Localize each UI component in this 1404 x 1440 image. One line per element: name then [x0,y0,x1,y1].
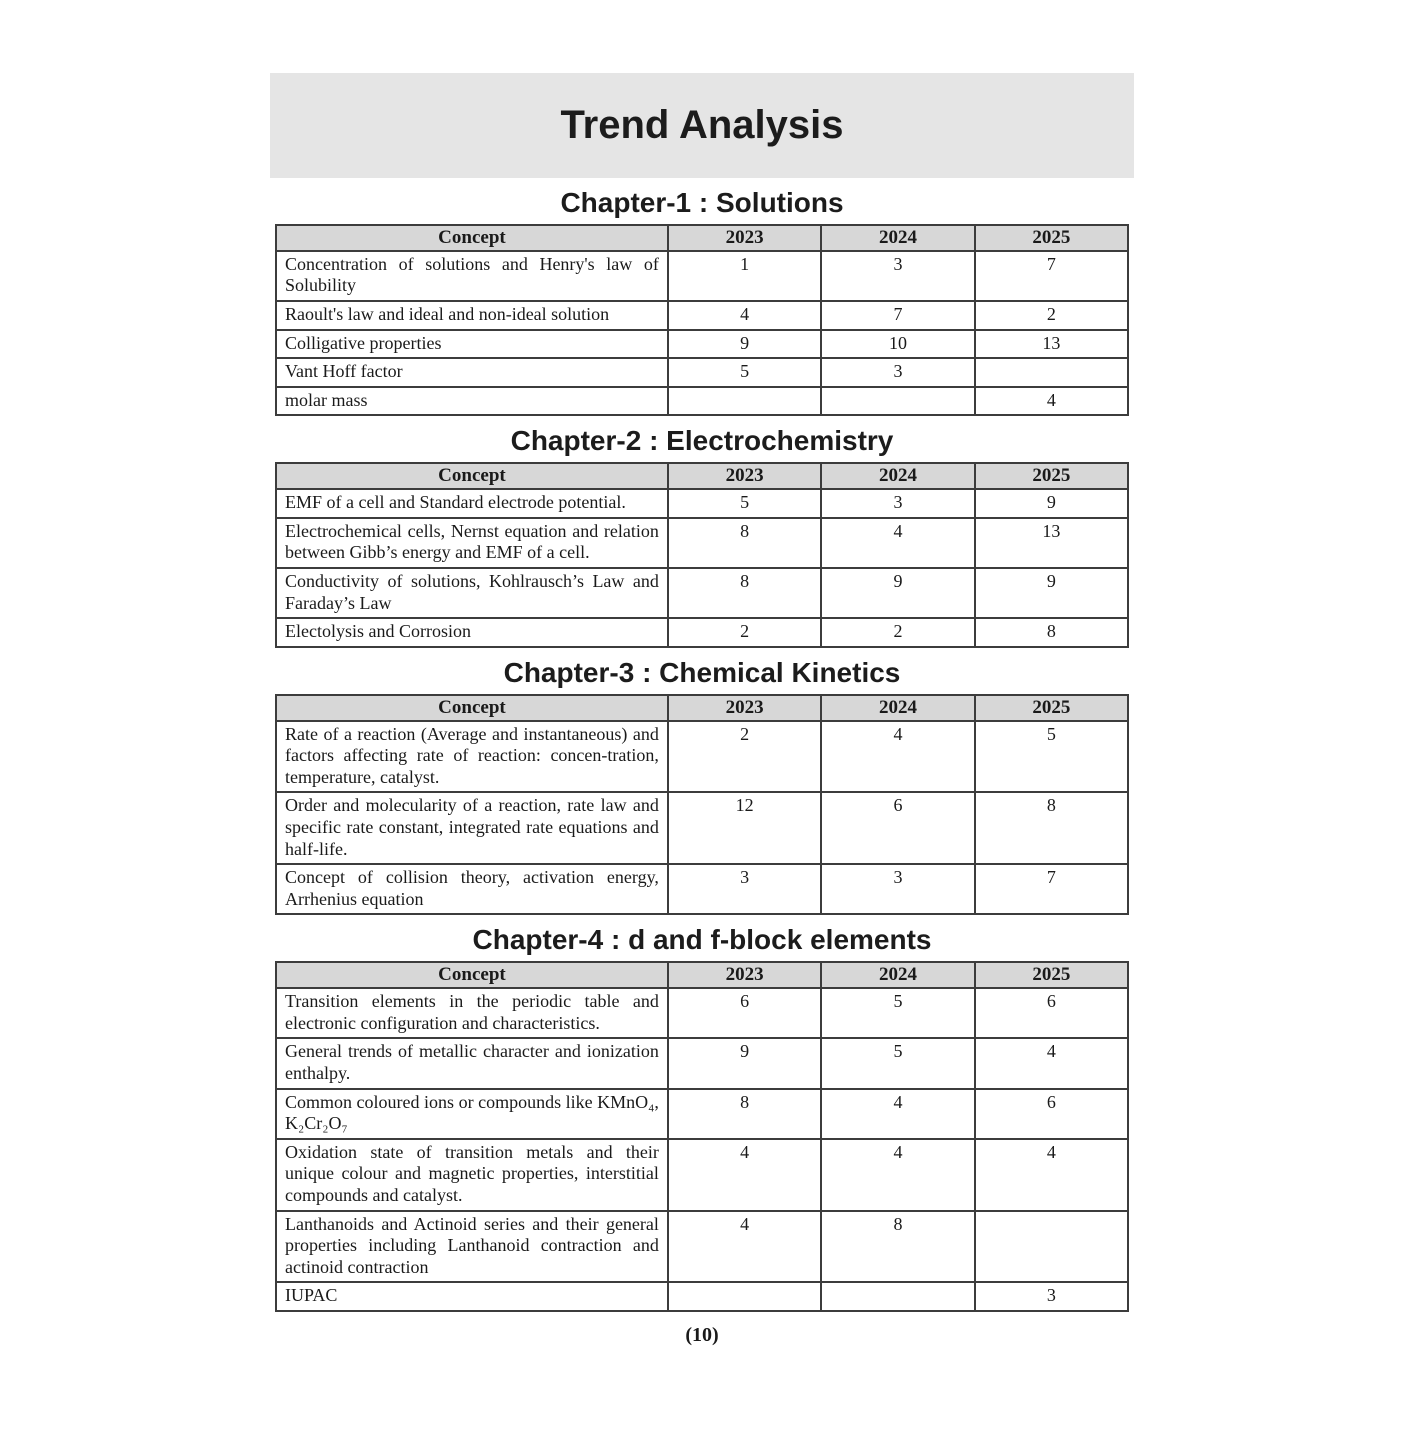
column-header-concept: Concept [276,225,668,251]
value-2023: 5 [668,489,821,518]
chapter-1-table [275,224,1129,416]
column-header-2023: 2023 [668,225,821,251]
column-header-2023: 2023 [668,463,821,489]
concept-cell: Electolysis and Corrosion [276,618,668,647]
section-chapter-4 [0,924,1404,1312]
value-2023: 2 [668,721,821,793]
table-header-row [276,225,1128,251]
concept-cell: Electrochemical cells, Nernst equation and relation between Gibb’s energy and EMF of a cell. [276,518,668,568]
value-2025: 4 [975,1139,1128,1211]
value-2024: 5 [821,988,974,1038]
table-row [276,1089,1128,1139]
value-2023: 4 [668,301,821,330]
value-2025: 9 [975,568,1128,618]
concept-cell: molar mass [276,387,668,416]
table-header-row [276,695,1128,721]
value-2024: 8 [821,1211,974,1283]
column-header-2023: 2023 [668,962,821,988]
table-row [276,387,1128,416]
value-2023: 9 [668,1038,821,1088]
table-row [276,1211,1128,1283]
table-header-row [276,962,1128,988]
concept-cell: General trends of metallic character and ionization enthalpy. [276,1038,668,1088]
table-row [276,1282,1128,1311]
value-2023: 4 [668,1211,821,1283]
section-chapter-3 [0,657,1404,916]
value-2024: 3 [821,489,974,518]
concept-cell: Order and molecularity of a reaction, rate law and specific rate constant, integrated rate equations and half-life. [276,792,668,864]
table-row [276,1038,1128,1088]
concept-cell: Common coloured ions or compounds like KMnO₄, K₂Cr₂O₇ [276,1089,668,1139]
column-header-concept: Concept [276,463,668,489]
value-2025: 2 [975,301,1128,330]
value-2024: 2 [821,618,974,647]
table-row [276,864,1128,914]
value-2025: 6 [975,1089,1128,1139]
value-2025 [975,1211,1128,1283]
value-2024 [821,1282,974,1311]
table-row [276,489,1128,518]
table-header-row [276,463,1128,489]
value-2023 [668,1282,821,1311]
concept-cell: Rate of a reaction (Average and instantaneous) and factors affecting rate of reaction: concen-tration, temperature, catalyst. [276,721,668,793]
trend-analysis-banner [270,73,1134,178]
value-2025: 8 [975,792,1128,864]
value-2025: 3 [975,1282,1128,1311]
column-header-2024: 2024 [821,225,974,251]
table-row [276,251,1128,301]
value-2024: 4 [821,1139,974,1211]
value-2025: 13 [975,518,1128,568]
concept-cell: Transition elements in the periodic table and electronic configuration and characteristics. [276,988,668,1038]
column-header-2025: 2025 [975,962,1128,988]
concept-cell: EMF of a cell and Standard electrode potential. [276,489,668,518]
column-header-2024: 2024 [821,463,974,489]
value-2023 [668,387,821,416]
chapter-1-heading: Chapter-1 : Solutions [560,187,844,218]
value-2024: 7 [821,301,974,330]
chapter-4-table [275,961,1129,1312]
chapter-2-heading: Chapter-2 : Electrochemistry [510,425,894,457]
column-header-2023: 2023 [668,695,821,721]
table-row [276,721,1128,793]
value-2024: 3 [821,251,974,301]
column-header-2025: 2025 [975,695,1128,721]
concept-cell: Oxidation state of transition metals and their unique colour and magnetic properties, interstitial compounds and catalyst. [276,1139,668,1211]
value-2024: 3 [821,864,974,914]
value-2024 [821,387,974,416]
value-2023: 4 [668,1139,821,1211]
value-2023: 5 [668,358,821,387]
value-2023: 1 [668,251,821,301]
concept-cell: Colligative properties [276,330,668,359]
table-row [276,568,1128,618]
value-2024: 6 [821,792,974,864]
value-2025: 7 [975,864,1128,914]
value-2025: 8 [975,618,1128,647]
value-2023: 2 [668,618,821,647]
value-2025: 4 [975,387,1128,416]
page-title: Trend Analysis [560,103,844,147]
table-row [276,988,1128,1038]
table-row [276,301,1128,330]
column-header-2025: 2025 [975,463,1128,489]
value-2024: 4 [821,518,974,568]
column-header-2024: 2024 [821,962,974,988]
value-2023: 8 [668,1089,821,1139]
value-2023: 9 [668,330,821,359]
chapter-3-table [275,694,1129,916]
column-header-concept: Concept [276,962,668,988]
value-2023: 6 [668,988,821,1038]
value-2025: 4 [975,1038,1128,1088]
value-2025: 13 [975,330,1128,359]
section-chapter-2 [0,425,1404,647]
column-header-concept: Concept [276,695,668,721]
value-2024: 4 [821,721,974,793]
concept-cell: Concept of collision theory, activation energy, Arrhenius equation [276,864,668,914]
value-2025: 6 [975,988,1128,1038]
concept-cell: Conductivity of solutions, Kohlrausch’s Law and Faraday’s Law [276,568,668,618]
value-2023: 8 [668,518,821,568]
table-row [276,358,1128,387]
value-2024: 4 [821,1089,974,1139]
value-2025 [975,358,1128,387]
concept-cell: Lanthanoids and Actinoid series and their general properties including Lanthanoid contraction and actinoid contraction [276,1211,668,1283]
value-2025: 7 [975,251,1128,301]
value-2023: 12 [668,792,821,864]
value-2025: 5 [975,721,1128,793]
value-2025: 9 [975,489,1128,518]
concept-cell: Vant Hoff factor [276,358,668,387]
value-2024: 5 [821,1038,974,1088]
section-chapter-1 [0,187,1404,416]
value-2024: 3 [821,358,974,387]
value-2023: 8 [668,568,821,618]
table-row [276,330,1128,359]
table-row [276,518,1128,568]
value-2024: 9 [821,568,974,618]
table-row [276,1139,1128,1211]
column-header-2024: 2024 [821,695,974,721]
page-number: (10) [685,1323,719,1346]
table-row [276,618,1128,647]
column-header-2025: 2025 [975,225,1128,251]
chapter-4-heading: Chapter-4 : d and f-block elements [472,924,932,956]
value-2023: 3 [668,864,821,914]
concept-cell: Concentration of solutions and Henry's law of Solubility [276,251,668,301]
table-row [276,792,1128,864]
chapter-2-table [275,462,1129,647]
chapter-3-heading: Chapter-3 : Chemical Kinetics [503,656,901,688]
concept-cell: Raoult's law and ideal and non-ideal solution [276,301,668,330]
value-2024: 10 [821,330,974,359]
concept-cell: IUPAC [276,1282,668,1311]
